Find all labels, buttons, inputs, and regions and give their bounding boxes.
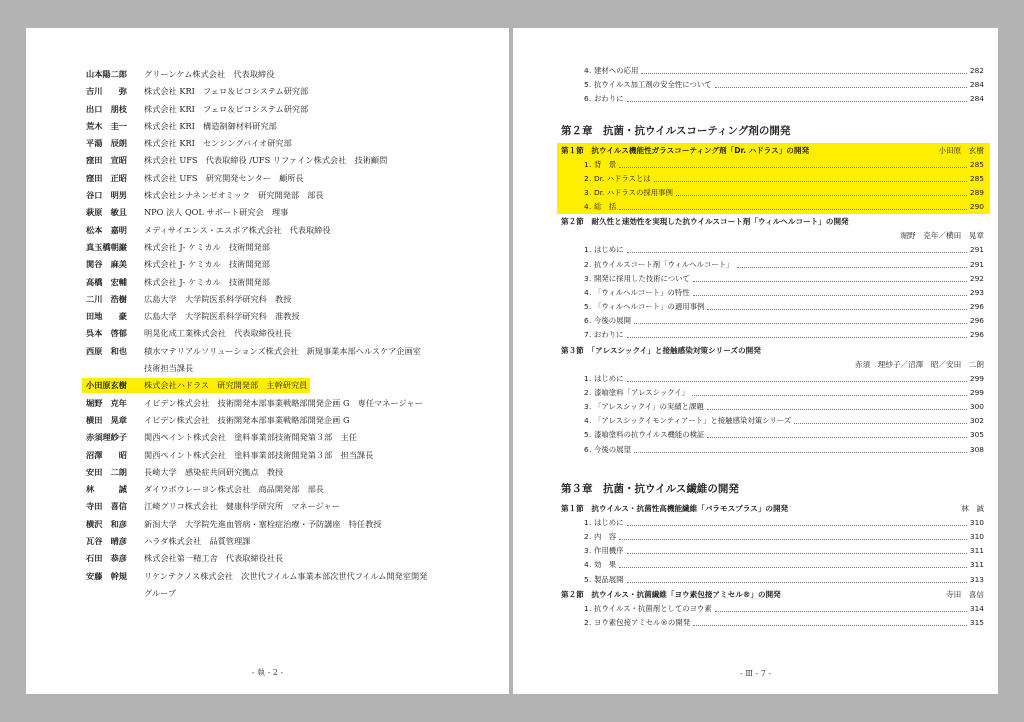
entry-page-number: 282 xyxy=(969,66,984,75)
author-affiliation: 株式会社シナネンゼオミック 研究開発部 部長 xyxy=(144,190,324,201)
section-authors: 赤須 理紗子／沼澤 昭／安田 二朗 xyxy=(854,359,984,369)
author-name: 吉川 弥 xyxy=(86,86,127,97)
entry-number: 5 xyxy=(584,430,589,440)
author-affiliation: 広島大学 大学院医系科学研究科 教授 xyxy=(144,293,292,304)
entry-title: 建材への応用 xyxy=(594,66,639,75)
entry-number-dot: . xyxy=(589,94,592,104)
entry-number-dot: . xyxy=(589,330,592,340)
dot-leader xyxy=(707,409,967,410)
author-row xyxy=(84,395,504,412)
author-affiliation: 株式会社 KRI 構造制御材料研究部 xyxy=(144,120,277,131)
entry-page-number: 291 xyxy=(969,245,984,255)
author-row xyxy=(84,568,504,585)
chapter-2-heading: 第２章 抗菌・抗ウイルスコーティング剤の開発 xyxy=(561,124,791,137)
entry-number: 2 xyxy=(584,259,589,269)
toc-section xyxy=(561,587,986,630)
dot-leader xyxy=(627,553,967,554)
entry-number: 1 xyxy=(584,245,589,255)
toc-entry xyxy=(561,544,986,558)
entry-number-dot: . xyxy=(589,187,592,197)
entry-number: 6 xyxy=(584,94,589,104)
entry-number-dot: . xyxy=(589,517,592,527)
entry-number-dot: . xyxy=(589,430,592,440)
entry-page-number: 284 xyxy=(969,80,984,90)
author-name: 呉本 啓郁 xyxy=(86,328,127,339)
entry-page-number: 315 xyxy=(969,617,984,627)
section-heading xyxy=(561,343,986,358)
entry-number-dot: . xyxy=(589,617,592,627)
dot-leader xyxy=(619,567,967,568)
author-affiliation: イビデン株式会社 技術開発本部事業戦略部開発企画 G xyxy=(144,414,350,425)
author-name: 二川 浩樹 xyxy=(86,293,127,304)
author-row xyxy=(84,533,504,550)
entry-title: 漆喰塗料の抗ウイルス機能の検証 xyxy=(594,430,705,440)
section-title: 第１節 抗ウイルス機能性ガラスコーティング剤「Dr. ハドラス」の開発 xyxy=(561,145,810,155)
entry-title: 抗ウイルス・抗菌剤としてのヨウ素 xyxy=(594,603,712,613)
author-affiliation: 長崎大学 感染症共同研究拠点 教授 xyxy=(144,466,284,477)
section-title: 第１節 抗ウイルス・抗菌性高機能繊維「バラモスプラス」の開発 xyxy=(561,503,789,513)
author-row xyxy=(84,516,504,533)
author-name: 小田原玄樹 xyxy=(86,380,127,391)
author-name: 堀野 克年 xyxy=(86,397,127,408)
entry-title: 今後の展望 xyxy=(594,444,631,454)
author-name: 山本陽二郎 xyxy=(86,69,127,79)
entry-page-number: 314 xyxy=(969,603,984,613)
author-name: 林 誠 xyxy=(86,484,127,495)
dot-leader xyxy=(737,267,967,268)
author-row xyxy=(84,256,504,273)
toc-section xyxy=(561,214,986,342)
toc-entry xyxy=(561,286,986,300)
entry-title: Dr. ハドラスとは xyxy=(594,173,651,183)
author-name: 瓦谷 晴彦 xyxy=(86,536,127,547)
entry-number: 2 xyxy=(584,617,589,627)
section-heading xyxy=(561,143,986,158)
entry-title: はじめに xyxy=(594,517,624,527)
dot-leader xyxy=(627,525,967,526)
author-affiliation: 広島大学 大学院医系科学研究科 准教授 xyxy=(144,311,300,322)
chapter-3-sections xyxy=(561,501,986,630)
section-title: 第２節 耐久性と速効性を実現した抗ウイルスコート剤「ウィルヘルコート」の開発 xyxy=(561,217,849,227)
entry-page-number: 308 xyxy=(969,444,984,454)
author-row xyxy=(84,101,504,118)
author-row xyxy=(84,481,504,498)
dot-leader xyxy=(707,437,967,438)
author-name: 萩原 敏且 xyxy=(86,207,127,218)
author-row xyxy=(84,135,504,152)
dot-leader xyxy=(654,181,967,182)
left-page xyxy=(26,28,509,694)
toc-entry xyxy=(561,272,986,286)
highlighted-section xyxy=(557,143,990,215)
toc-entry xyxy=(561,443,986,457)
author-affiliation: 株式会社 KRI フェロ＆ピコシステム研究部 xyxy=(144,103,309,114)
author-row xyxy=(84,187,504,204)
entry-number: 4 xyxy=(584,202,589,212)
toc-entry xyxy=(561,602,986,616)
author-affiliation: 株式会社 UFS 代表取締役 /UFS リファイン株式会社 技術顧問 xyxy=(144,155,388,166)
entry-title: 内 容 xyxy=(594,531,617,541)
entry-page-number: 299 xyxy=(969,387,984,397)
chapter-3-heading: 第３章 抗菌・抗ウイルス繊維の開発 xyxy=(561,482,739,495)
author-row xyxy=(84,274,504,291)
toc-entry xyxy=(561,92,986,106)
author-affiliation: ダイワボウレーヨン株式会社 商品開発部 部長 xyxy=(144,484,324,495)
entry-page-number: 284 xyxy=(969,94,984,104)
entry-number: 4 xyxy=(584,416,589,426)
author-row xyxy=(84,325,504,342)
author-affiliation: 江崎グリコ株式会社 健康科学研究所 マネージャー xyxy=(144,501,341,512)
chapter-2-sections xyxy=(561,143,986,457)
entry-title: はじめに xyxy=(594,373,624,383)
entry-page-number: 299 xyxy=(969,373,984,383)
section-author: 寺田 喜信 xyxy=(946,589,984,599)
entry-number: 5 xyxy=(584,80,589,90)
toc-entry xyxy=(561,172,986,186)
author-row xyxy=(84,343,504,360)
dot-leader xyxy=(794,423,967,424)
author-list xyxy=(84,66,504,602)
author-affiliation: 株式会社ハドラス 研究開発部 主幹研究員 xyxy=(144,380,308,391)
entry-page-number: 293 xyxy=(969,287,984,297)
author-row xyxy=(84,66,504,83)
entry-page-number: 291 xyxy=(969,259,984,269)
entry-title: はじめに xyxy=(594,245,624,255)
section-title: 第３節 「アレスシックイ」と接触感染対策シリーズの開発 xyxy=(561,345,761,355)
author-name: 窪田 宣昭 xyxy=(86,155,127,166)
entry-number-dot: . xyxy=(589,245,592,255)
entry-page-number: 285 xyxy=(969,159,984,169)
toc-entry xyxy=(561,64,986,78)
toc-entry xyxy=(561,314,986,328)
entry-number: 2 xyxy=(584,531,589,541)
entry-title: 「アレスシックイ」の実績と課題 xyxy=(594,402,704,411)
entry-number-dot: . xyxy=(589,173,592,183)
table-of-contents xyxy=(561,64,986,630)
author-row xyxy=(84,464,504,481)
author-affiliation: 積水マテリアルソリューションズ株式会社 新規事業本部ヘルスケア企画室 xyxy=(144,345,421,356)
entry-title: 抗ウイルス加工剤の安全性について xyxy=(594,80,712,90)
author-name: 窪田 正昭 xyxy=(86,172,127,183)
dot-leader xyxy=(693,295,967,296)
author-affiliation: 株式会社 KRI フェロ＆ピコシステム研究部 xyxy=(144,86,309,97)
entry-title: おわりに xyxy=(594,330,624,340)
toc-entry xyxy=(561,258,986,272)
toc-entry xyxy=(561,386,986,400)
entry-number-dot: . xyxy=(589,287,592,297)
author-name: 石田 恭彦 xyxy=(86,553,127,564)
author-name: 真玉橋朝巌 xyxy=(86,241,127,252)
author-affiliation: リケンテクノス株式会社 次世代フイルム事業本部次世代フイルム開発室開発 xyxy=(144,570,428,581)
toc-entry xyxy=(561,243,986,257)
entry-number-dot: . xyxy=(589,159,592,169)
author-affiliation: 関西ペイント株式会社 塗料事業部技術開発第３部 主任 xyxy=(144,432,357,443)
entry-page-number: 296 xyxy=(969,316,984,326)
dot-leader xyxy=(619,167,967,168)
entry-title: 背 景 xyxy=(594,159,617,169)
entry-page-number: 296 xyxy=(969,330,984,340)
entry-number-dot: . xyxy=(589,259,592,269)
entry-number: 3 xyxy=(584,273,589,283)
dot-leader xyxy=(715,611,967,612)
author-row-continuation xyxy=(84,360,504,377)
author-affiliation: 株式会社 J- ケミカル 技術開発部 xyxy=(144,276,270,287)
author-row xyxy=(84,550,504,567)
author-affiliation: 新潟大学 大学院先進血管病・塞栓症治療・予防講座 特任教授 xyxy=(144,518,382,529)
entry-number-dot: . xyxy=(589,273,592,283)
entry-number-dot: . xyxy=(589,603,592,613)
author-name: 寺田 喜信 xyxy=(86,501,127,512)
dot-leader xyxy=(619,539,967,540)
toc-entry xyxy=(561,400,986,414)
entry-title: Dr. ハドラスの採用事例 xyxy=(594,187,673,197)
toc-entry xyxy=(561,516,986,530)
entry-page-number: 310 xyxy=(969,531,984,541)
author-affiliation: メディサイエンス・エスポア株式会社 代表取締役 xyxy=(144,224,331,235)
dot-leader xyxy=(627,337,967,338)
author-row xyxy=(84,83,504,100)
author-affiliation: グリーンケム株式会社 代表取締役 xyxy=(144,69,275,79)
section-heading xyxy=(561,501,986,516)
author-affiliation: ハラダ株式会社 品質管理課 xyxy=(144,536,251,547)
author-name: 横沢 和彦 xyxy=(86,518,127,529)
toc-entry xyxy=(561,414,986,428)
dot-leader xyxy=(641,73,967,74)
entry-page-number: 302 xyxy=(969,416,984,426)
toc-entry xyxy=(561,300,986,314)
entry-number: 2 xyxy=(584,173,589,183)
author-affiliation: 株式会社 UFS 研究開発センター 顧所長 xyxy=(144,172,304,183)
author-row xyxy=(84,222,504,239)
author-affiliation: イビデン株式会社 技術開発本部事業戦略部開発企画 G 専任マネージャー xyxy=(144,397,423,408)
entry-page-number: 296 xyxy=(969,302,984,312)
dot-leader xyxy=(627,252,967,253)
dot-leader xyxy=(627,101,967,102)
entry-number: 4 xyxy=(584,66,589,75)
author-name: 松本 嘉明 xyxy=(86,224,127,235)
entry-title: 開発に採用した技術について xyxy=(594,273,690,283)
dot-leader xyxy=(627,381,967,382)
author-row xyxy=(84,447,504,464)
entry-title: 作用機序 xyxy=(594,546,624,556)
entry-page-number: 289 xyxy=(969,187,984,197)
author-affiliation: 株式会社 J- ケミカル 技術開発部 xyxy=(144,241,270,252)
author-name: 出口 朋枝 xyxy=(86,103,127,114)
entry-title: 総 括 xyxy=(594,202,617,212)
entry-number: 3 xyxy=(584,187,589,197)
dot-leader xyxy=(693,625,967,626)
entry-number-dot: . xyxy=(589,202,592,212)
author-name: 平湯 辰朗 xyxy=(86,138,127,149)
right-page-number: - Ⅲ - 7 - xyxy=(739,669,772,678)
entry-number: 7 xyxy=(584,330,589,340)
dot-leader xyxy=(707,309,967,310)
section-heading xyxy=(561,214,986,229)
dot-leader xyxy=(715,87,967,88)
toc-entry xyxy=(561,328,986,342)
entry-number: 1 xyxy=(584,603,589,613)
author-affiliation: 株式会社第一精工舎 代表取締役社長 xyxy=(144,553,284,564)
entry-number: 1 xyxy=(584,373,589,383)
entry-number-dot: . xyxy=(589,66,592,75)
dot-leader xyxy=(619,209,967,210)
entry-number: 3 xyxy=(584,546,589,556)
author-name: 荒木 圭一 xyxy=(86,120,127,131)
dot-leader xyxy=(634,452,967,453)
entry-title: 今後の展開 xyxy=(594,316,631,326)
toc-entry xyxy=(561,78,986,92)
entry-title: 効 果 xyxy=(594,560,617,570)
toc-section xyxy=(561,343,986,457)
entry-number-dot: . xyxy=(589,444,592,454)
author-affiliation: 明晃化成工業株式会社 代表取締役社長 xyxy=(144,328,292,339)
author-row xyxy=(84,204,504,221)
entry-number-dot: . xyxy=(589,574,592,584)
entry-number: 4 xyxy=(584,560,589,570)
toc-section xyxy=(561,501,986,587)
author-row xyxy=(84,498,504,515)
toc-entry xyxy=(561,558,986,572)
entry-number: 5 xyxy=(584,574,589,584)
entry-page-number: 311 xyxy=(969,546,984,556)
left-page-number: - 執 - 2 - xyxy=(251,668,284,677)
entry-number: 6 xyxy=(584,444,589,454)
author-affiliation: 株式会社 KRI センシングバイオ研究部 xyxy=(144,138,292,149)
entry-number-dot: . xyxy=(589,416,592,426)
author-row xyxy=(84,308,504,325)
author-name: 安藤 幹規 xyxy=(86,570,127,581)
toc-entry xyxy=(561,158,986,172)
entry-page-number: 285 xyxy=(969,173,984,183)
author-name: 田地 豪 xyxy=(86,311,127,322)
entry-title: 「ウィルヘルコート」の特性 xyxy=(594,287,690,297)
entry-page-number: 300 xyxy=(969,402,984,411)
entry-number-dot: . xyxy=(589,387,592,397)
intro-entries xyxy=(561,64,986,107)
dot-leader xyxy=(676,195,967,196)
entry-number-dot: . xyxy=(589,546,592,556)
author-affiliation: NPO 法人 QOL サポート研究会 理事 xyxy=(144,207,289,218)
dot-leader xyxy=(692,395,967,396)
right-page xyxy=(513,28,998,694)
toc-entry xyxy=(561,200,986,214)
author-row xyxy=(84,170,504,187)
entry-number: 6 xyxy=(584,316,589,326)
entry-number-dot: . xyxy=(589,373,592,383)
entry-title: おわりに xyxy=(594,94,624,104)
toc-entry xyxy=(561,616,986,630)
entry-number-dot: . xyxy=(589,316,592,326)
entry-page-number: 290 xyxy=(969,202,984,212)
dot-leader xyxy=(693,281,967,282)
entry-number: 2 xyxy=(584,387,589,397)
entry-page-number: 305 xyxy=(969,430,984,440)
entry-number: 1 xyxy=(584,517,589,527)
author-row xyxy=(84,118,504,135)
toc-entry xyxy=(561,530,986,544)
author-row xyxy=(84,152,504,169)
author-name: 安田 二朗 xyxy=(86,466,127,477)
toc-entry xyxy=(561,428,986,442)
entry-title: 漆喰塗料「アレスシックイ」 xyxy=(594,387,690,397)
author-affiliation-continued: グループ xyxy=(144,587,177,598)
author-row xyxy=(84,239,504,256)
dot-leader xyxy=(627,582,967,583)
entry-number: 5 xyxy=(584,302,589,312)
author-row xyxy=(84,412,504,429)
entry-page-number: 311 xyxy=(969,560,984,570)
entry-title: 「ウィルヘルコート」の適用事例 xyxy=(594,302,705,312)
section-heading xyxy=(561,587,986,602)
entry-title: 抗ウイルスコート剤「ウィルヘルコート」 xyxy=(594,259,734,269)
author-name: 赤須理紗子 xyxy=(86,432,127,443)
entry-page-number: 313 xyxy=(969,574,984,584)
entry-title: ヨウ素包接アミセル®の開発 xyxy=(594,617,691,627)
author-row-highlighted xyxy=(84,377,504,394)
author-affiliation: 株式会社 J- ケミカル 技術開発部 xyxy=(144,259,270,270)
entry-title: 製品展開 xyxy=(594,574,624,584)
dot-leader xyxy=(634,323,967,324)
section-title: 第２節 抗ウイルス・抗菌繊維「ヨウ素包接アミセル®」の開発 xyxy=(561,589,781,599)
author-name: 高橋 宏輔 xyxy=(86,276,127,287)
section-author: 林 誠 xyxy=(961,503,984,513)
entry-number-dot: . xyxy=(589,531,592,541)
entry-title: 「アレスシックイモンティアート」と接触感染対策シリーズ xyxy=(594,416,792,426)
author-name: 西原 和也 xyxy=(86,345,127,356)
toc-entry xyxy=(561,186,986,200)
entry-number: 3 xyxy=(584,402,589,411)
author-affiliation: 関西ペイント株式会社 塗料事業部技術開発第３部 担当課長 xyxy=(144,449,374,460)
entry-page-number: 310 xyxy=(969,517,984,527)
section-author: 小田原 玄樹 xyxy=(938,145,984,155)
author-row xyxy=(84,291,504,308)
author-name: 谷口 明男 xyxy=(86,190,127,201)
author-name: 関谷 麻美 xyxy=(86,259,127,270)
toc-entry xyxy=(561,372,986,386)
author-name: 沼澤 昭 xyxy=(86,449,127,460)
entry-number-dot: . xyxy=(589,560,592,570)
author-row xyxy=(84,429,504,446)
author-name: 横田 晃章 xyxy=(86,414,127,425)
entry-number-dot: . xyxy=(589,80,592,90)
toc-entry xyxy=(561,573,986,587)
entry-page-number: 292 xyxy=(969,273,984,283)
author-row-continuation xyxy=(84,585,504,602)
author-affiliation-continued: 技術担当課長 xyxy=(144,363,194,374)
entry-number: 1 xyxy=(584,159,589,169)
section-authors: 堀野 克年／横田 晃章 xyxy=(900,231,984,241)
entry-number-dot: . xyxy=(589,402,592,411)
entry-number: 4 xyxy=(584,287,589,297)
entry-number-dot: . xyxy=(589,302,592,312)
